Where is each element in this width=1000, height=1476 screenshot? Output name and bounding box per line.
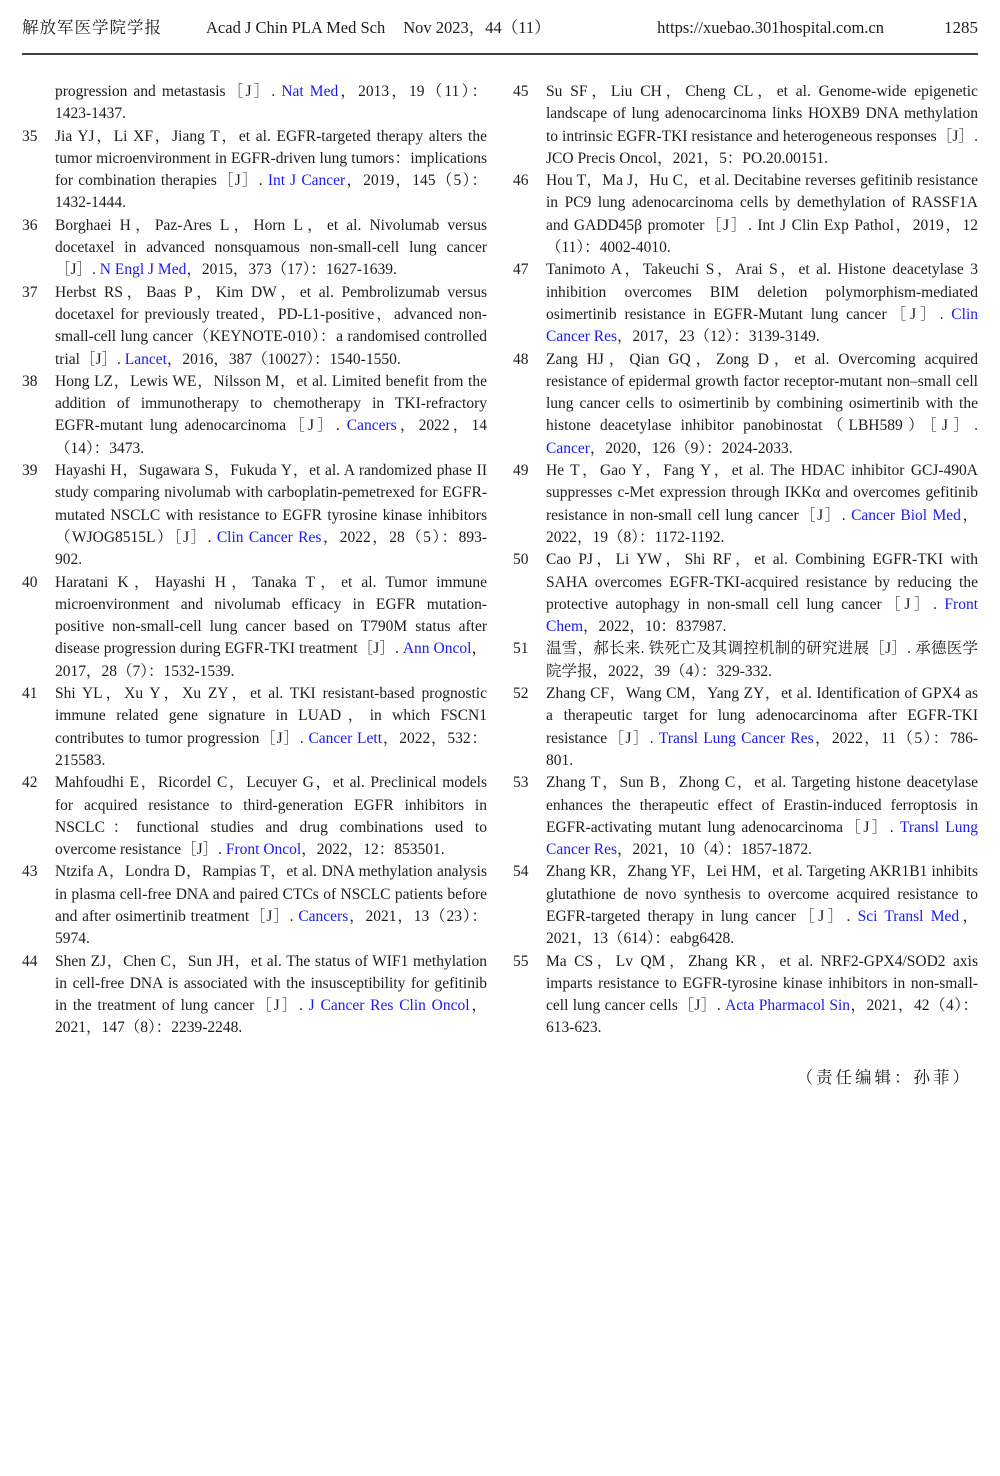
journal-link[interactable]: N Engl J Med bbox=[99, 261, 187, 279]
reference-number: 55 bbox=[513, 952, 529, 970]
reference-segment: He T，Gao Y，Fang Y，et al. The HDAC inhibitor GCJ-490A suppresses c-Met expression through IKKα and overcomes gefitinib resistance in non-small cell lung cancer［J］. bbox=[546, 462, 978, 524]
journal-link[interactable]: Clin Cancer Res bbox=[546, 305, 978, 346]
references-column-left bbox=[22, 81, 487, 1088]
reference-segment: Haratani K，Hayashi H，Tanaka T，et al. Tumor immune microenvironment and nivolumab efficacy in EGFR mutation-positive non-small-cell lung cancer based on T790M status after disease progression during EGFR-TKI treatment［J］. bbox=[55, 573, 487, 658]
journal-link[interactable]: Nat Med bbox=[281, 83, 339, 100]
reference-segment: Ma CS，Lv QM，Zhang KR，et al. NRF2-GPX4/SOD2 axis imparts resistance to EGFR-tyrosine kinase inhibitors in non-small-cell lung cancer cells［J］. bbox=[546, 952, 978, 1015]
reference-text bbox=[546, 685, 978, 769]
reference-item bbox=[513, 170, 978, 259]
journal-link[interactable]: Cancer bbox=[546, 439, 590, 457]
journal-issue: Nov 2023，44（11） bbox=[403, 18, 551, 37]
reference-text bbox=[55, 284, 487, 368]
journal-link[interactable]: Transl Lung Cancer Res bbox=[546, 818, 978, 859]
reference-number: 52 bbox=[513, 685, 529, 703]
reference-segment: Hou T，Ma J，Hu C，et al. Decitabine reverses gefitinib resistance in PC9 lung adenocarcinoma cells by demethylation of RASSF1A and GADD45β promoter［J］. Int J Clin Exp Pathol，2019，12（11）：4002-4010. bbox=[546, 172, 978, 257]
reference-segment: ，2021，13（23）：5974. bbox=[55, 907, 487, 948]
reference-segment: ，2022，532：215583. bbox=[55, 729, 487, 769]
journal-link[interactable]: Cancers bbox=[346, 417, 397, 435]
reference-item bbox=[513, 259, 978, 348]
journal-link[interactable]: Sci Transl Med bbox=[857, 907, 960, 925]
journal-link[interactable]: Acta Pharmacol Sin bbox=[725, 997, 851, 1015]
page-header bbox=[22, 16, 978, 40]
reference-text bbox=[546, 172, 978, 256]
reference-segment: ，2021，147（8）：2239-2248. bbox=[55, 997, 487, 1037]
reference-number: 40 bbox=[22, 573, 38, 591]
reference-item bbox=[513, 683, 978, 772]
reference-item bbox=[22, 951, 487, 1040]
reference-segment: Mahfoudhi E，Ricordel C，Lecuyer G，et al. Preclinical models for acquired resistance to third-generation EGFR inhibitors in NSCLC：functional studies and drug combinations used to overcome resistance［J］. bbox=[55, 774, 487, 859]
reference-number: 43 bbox=[22, 863, 38, 881]
reference-segment: ，2022，28（5）：893-902. bbox=[55, 528, 487, 569]
reference-text bbox=[55, 83, 487, 122]
reference-segment: Shen ZJ，Chen C，Sun JH，et al. The status of WIF1 methylation in cell-free DNA is associated with the insusceptibility for gefitinib in the treatment of lung cancer［J］. bbox=[55, 952, 487, 1015]
reference-segment: progression and metastasis［J］. bbox=[55, 83, 282, 100]
reference-segment: 温雪，郝长来. 铁死亡及其调控机制的研究进展［J］. 承德医学院学报，2022，39（4）：329-332. bbox=[546, 640, 978, 680]
reference-item bbox=[513, 460, 978, 549]
reference-number: 54 bbox=[513, 863, 529, 881]
reference-segment: ，2022，14（14）：3473. bbox=[55, 417, 487, 457]
reference-item bbox=[513, 772, 978, 861]
reference-number: 45 bbox=[513, 83, 529, 100]
reference-segment: Su SF，Liu CH，Cheng CL，et al. Genome-wide epigenetic landscape of lung adenocarcinoma links HOXB9 DNA methylation to intrinsic EGFR-TKI resistance and heterogeneous responses［J］. JCO Precis Oncol，2021，5：PO.20.00151. bbox=[546, 83, 978, 167]
reference-text bbox=[55, 373, 487, 457]
reference-segment: Shi YL，Xu Y，Xu ZY，et al. TKI resistant-based prognostic immune related gene signature in LUAD，in which FSCN1 contributes to tumor progression［J］. bbox=[55, 685, 487, 747]
references-list bbox=[22, 81, 978, 1088]
journal-link[interactable]: Lancet bbox=[124, 350, 167, 368]
reference-number: 41 bbox=[22, 685, 38, 703]
reference-segment: Cao PJ，Li YW，Shi RF，et al. Combining EGFR-TKI with SAHA overcomes EGFR-TKI-acquired resistance by reducing the protective autophagy in non-small cell lung cancer［J］. bbox=[546, 551, 978, 613]
reference-text bbox=[55, 217, 487, 279]
reference-text bbox=[546, 774, 978, 858]
reference-segment: Borghaei H，Paz-Ares L，Horn L，et al. Nivolumab versus docetaxel in advanced nonsquamous non-small-cell lung cancer［J］. bbox=[55, 216, 487, 279]
editor-note: （责任编辑：孙菲） bbox=[796, 1067, 972, 1087]
header-divider bbox=[22, 53, 978, 55]
reference-number: 53 bbox=[513, 774, 529, 792]
reference-item bbox=[22, 215, 487, 282]
journal-link[interactable]: Transl Lung Cancer Res bbox=[658, 729, 814, 747]
reference-segment: Hayashi H，Sugawara S，Fukuda Y，et al. A randomized phase II study comparing nivolumab with carboplatin-pemetrexed for EGFR-mutated NSCLC with resistance to EGFR tyrosine kinase inhibitors（WJOG8515L）［J］. bbox=[55, 462, 487, 546]
reference-number: 36 bbox=[22, 216, 38, 234]
reference-text bbox=[546, 462, 978, 546]
journal-url[interactable]: https://xuebao.301hospital.com.cn bbox=[657, 18, 884, 37]
journal-link[interactable]: Front Oncol bbox=[225, 841, 302, 859]
reference-text bbox=[55, 953, 487, 1037]
reference-item bbox=[513, 349, 978, 460]
journal-link[interactable]: Front Chem bbox=[546, 595, 978, 636]
reference-number: 46 bbox=[513, 172, 529, 190]
reference-item bbox=[22, 772, 487, 861]
reference-number: 42 bbox=[22, 774, 38, 792]
reference-text bbox=[55, 863, 487, 947]
reference-segment: Zang HJ，Qian GQ，Zong D，et al. Overcoming acquired resistance of epidermal growth factor receptor-mutant non–small cell lung cancer cells to osimertinib by combining osimertinib with the histone deacetylase inhibitor panobinostat（LBH589）［J］. bbox=[546, 350, 978, 435]
reference-segment: Jia YJ，Li XF，Jiang T，et al. EGFR-targeted therapy alters the tumor microenvironment in EGFR-driven lung tumors：implications for combination therapies［J］. bbox=[55, 127, 487, 190]
reference-number: 38 bbox=[22, 372, 38, 390]
reference-item bbox=[513, 549, 978, 638]
journal-link[interactable]: Clin Cancer Res bbox=[216, 528, 322, 546]
references-column-right bbox=[513, 81, 978, 1088]
reference-segment: ，2019，145（5）：1432-1444. bbox=[55, 172, 487, 212]
reference-segment: Zhang KR，Zhang YF，Lei HM，et al. Targeting AKR1B1 inhibits glutathione de novo synthesis to overcome acquired resistance to EGFR-targeted therapy in lung cancer［J］. bbox=[546, 863, 978, 925]
reference-number: 35 bbox=[22, 127, 38, 145]
reference-segment: ，2016，387（10027）：1540-1550. bbox=[166, 350, 401, 368]
reference-segment: ，2013，19（11）：1423-1437. bbox=[55, 83, 487, 123]
reference-segment: ，2021，10（4）：1857-1872. bbox=[617, 841, 813, 859]
page-number: 1285 bbox=[944, 18, 978, 37]
reference-text bbox=[546, 953, 978, 1037]
reference-text bbox=[546, 863, 978, 947]
reference-number: 37 bbox=[22, 283, 38, 301]
reference-text bbox=[546, 551, 978, 635]
reference-segment: ，2015，373（17）：1627-1639. bbox=[186, 261, 397, 279]
reference-number: 39 bbox=[22, 462, 38, 480]
reference-segment: ，2022，10：837987. bbox=[583, 618, 727, 636]
reference-number: 44 bbox=[22, 952, 38, 970]
journal-link[interactable]: Cancers bbox=[298, 907, 349, 925]
reference-number: 47 bbox=[513, 261, 529, 279]
reference-text bbox=[546, 83, 978, 167]
reference-number: 50 bbox=[513, 551, 529, 569]
reference-item bbox=[22, 572, 487, 683]
reference-segment: Tanimoto A，Takeuchi S，Arai S，et al. Histone deacetylase 3 inhibition overcomes BIM deletion polymorphism-mediated osimertinib resistance in EGFR-Mutant lung cancer［J］. bbox=[546, 261, 978, 323]
reference-item bbox=[513, 951, 978, 1040]
reference-segment: Herbst RS，Baas P，Kim DW，et al. Pembrolizumab versus docetaxel for previously treated，PD-L1-positive，advanced non-small-cell lung cancer（KEYNOTE-010）：a randomised controlled trial［J］. bbox=[55, 283, 487, 368]
reference-segment: Hong LZ，Lewis WE，Nilsson M，et al. Limited benefit from the addition of immunotherapy to chemotherapy in TKI-refractory EGFR-mutant lung adenocarcinoma［J］. bbox=[55, 372, 487, 435]
reference-text bbox=[55, 128, 487, 212]
reference-text bbox=[55, 462, 487, 568]
journal-title-cn: 解放军医学院学报 bbox=[22, 18, 162, 37]
reference-item bbox=[22, 282, 487, 371]
reference-number: 51 bbox=[513, 640, 529, 658]
journal-link[interactable]: Cancer Biol Med bbox=[851, 506, 961, 524]
reference-segment: ，2022，12：853501. bbox=[301, 841, 445, 859]
journal-link[interactable]: J Cancer Res Clin Oncol bbox=[308, 997, 470, 1015]
reference-item bbox=[513, 638, 978, 683]
reference-text bbox=[546, 261, 978, 345]
journal-link[interactable]: Int J Cancer bbox=[267, 172, 346, 190]
reference-segment: ，2021，42（4）：613-623. bbox=[546, 997, 978, 1037]
reference-segment: ，2017，23（12）：3139-3149. bbox=[617, 328, 820, 346]
reference-segment: ，2017，28（7）：1532-1539. bbox=[55, 640, 487, 680]
reference-item bbox=[22, 460, 487, 571]
reference-segment: Ntzifa A，Londra D，Rampias T，et al. DNA methylation analysis in plasma cell-free DNA and paired CTCs of NSCLC patients before and after osimertinib treatment［J］. bbox=[55, 863, 487, 925]
reference-item bbox=[513, 81, 978, 170]
reference-text bbox=[55, 574, 487, 680]
reference-segment: ，2022，11（5）：786-801. bbox=[546, 729, 979, 769]
reference-segment: ，2020，126（9）：2024-2033. bbox=[589, 439, 793, 457]
reference-text bbox=[546, 640, 978, 679]
reference-item bbox=[22, 371, 487, 460]
journal-title-en: Acad J Chin PLA Med Sch bbox=[206, 18, 386, 37]
reference-item bbox=[22, 683, 487, 772]
reference-number: 48 bbox=[513, 350, 529, 368]
journal-link[interactable]: Cancer Lett bbox=[308, 729, 383, 747]
reference-item bbox=[22, 81, 487, 126]
reference-text bbox=[55, 774, 487, 858]
reference-item bbox=[22, 861, 487, 950]
journal-link[interactable]: Ann Oncol bbox=[402, 640, 472, 658]
reference-segment: ，2022，19（8）：1172-1192. bbox=[546, 506, 978, 546]
reference-text bbox=[55, 685, 487, 769]
reference-number: 49 bbox=[513, 462, 529, 480]
reference-item bbox=[513, 861, 978, 950]
reference-item bbox=[22, 126, 487, 215]
reference-segment: Zhang T，Sun B，Zhong C，et al. Targeting histone deacetylase enhances the therapeutic effect of Erastin-induced ferroptosis in EGFR-activating mutant lung adenocarcinoma［J］. bbox=[546, 774, 978, 836]
reference-segment: Zhang CF，Wang CM，Yang ZY，et al. Identification of GPX4 as a therapeutic target for lung adenocarcinoma after EGFR-TKI resistance［J］. bbox=[546, 685, 978, 747]
reference-text bbox=[546, 351, 978, 457]
reference-segment: ，2021，13（614）：eabg6428. bbox=[546, 907, 978, 948]
